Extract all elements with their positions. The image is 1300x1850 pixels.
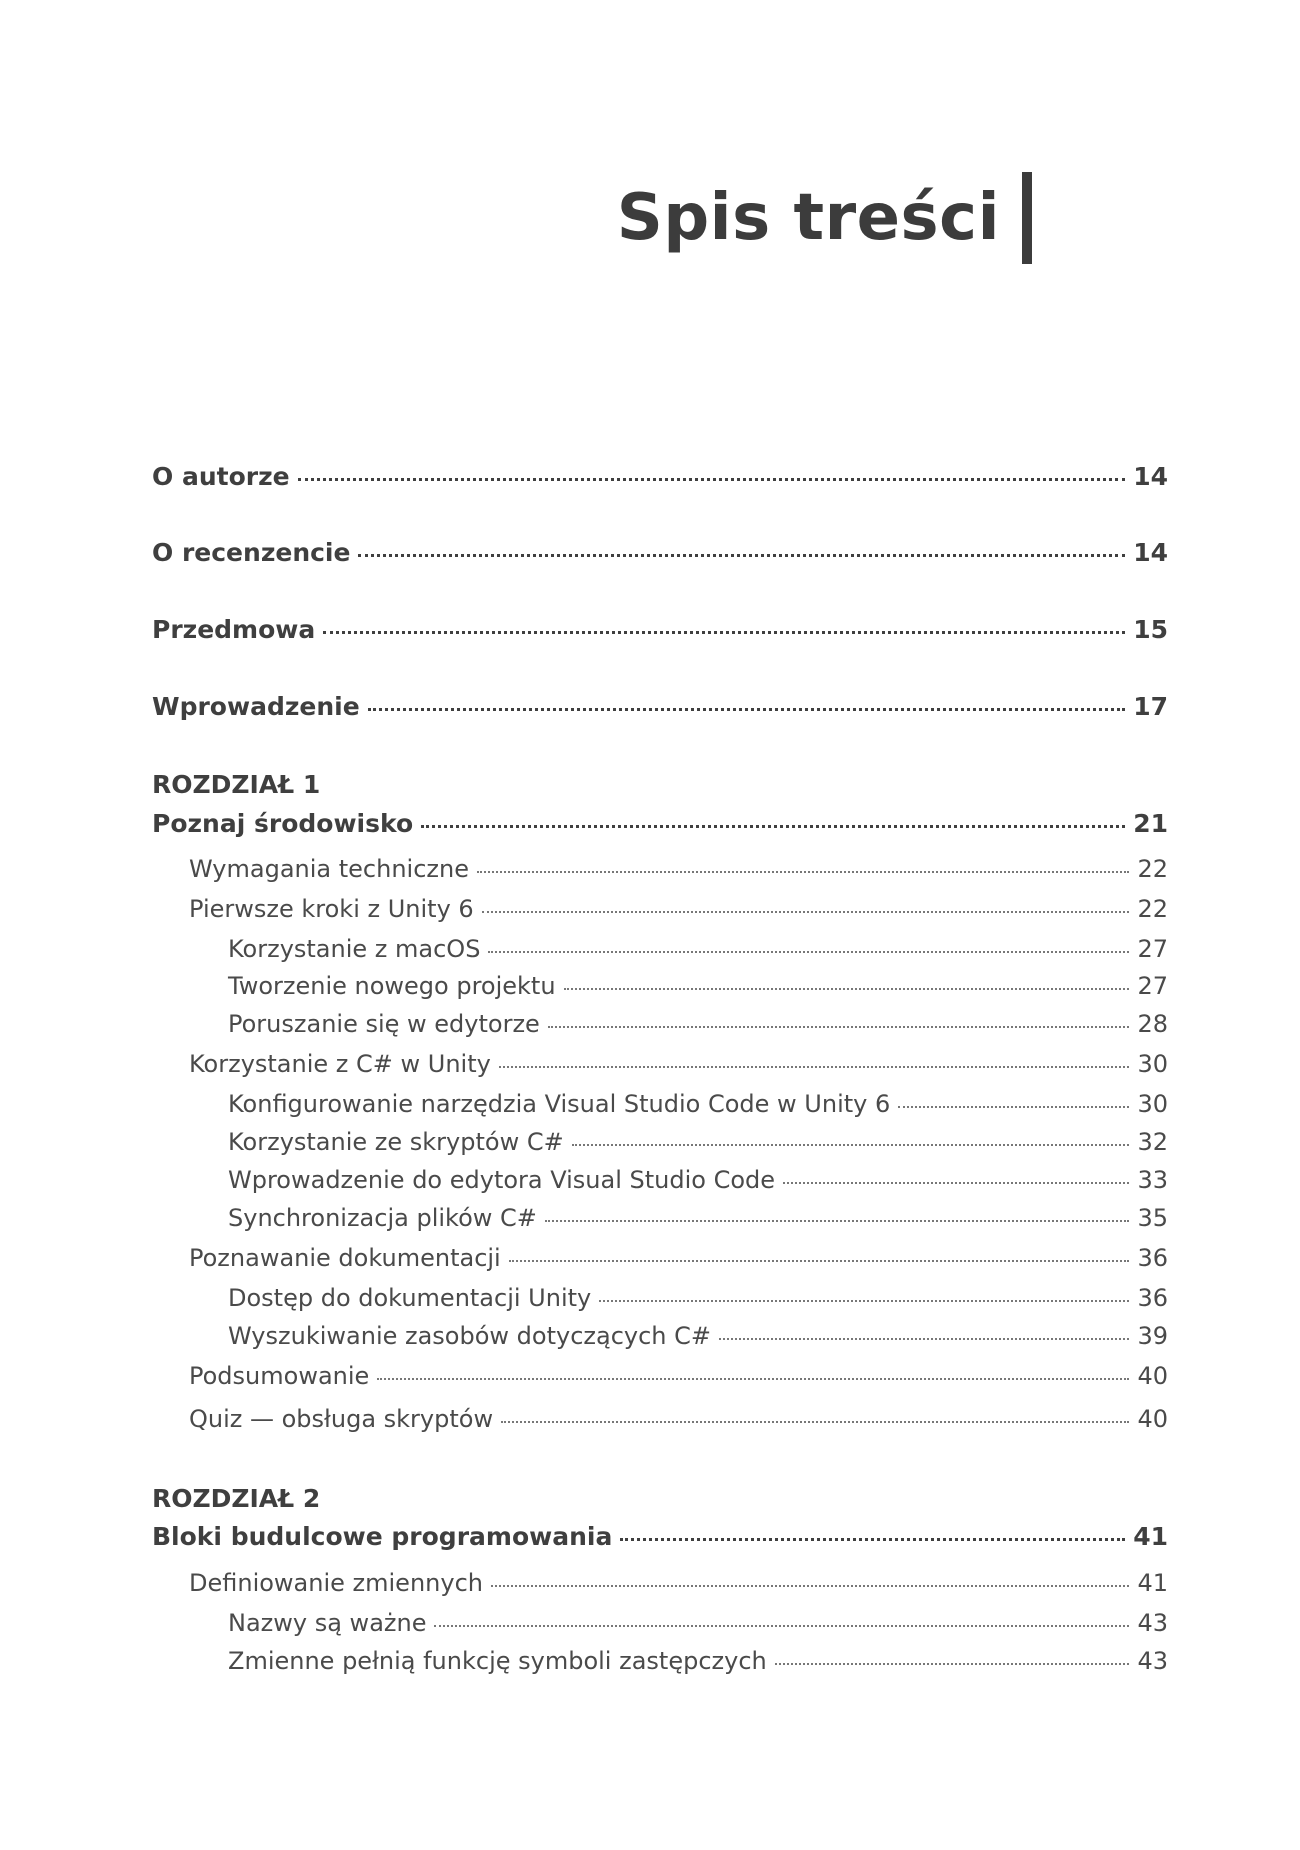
toc-entry[interactable] — [152, 1010, 1168, 1038]
toc-entry[interactable] — [152, 1244, 1168, 1272]
toc-entry[interactable] — [152, 1050, 1168, 1078]
toc-entry[interactable] — [152, 1609, 1168, 1637]
toc-page-number: 30 — [1137, 1090, 1168, 1118]
toc-entry-title: Wyszukiwanie zasobów dotyczących C# — [228, 1322, 711, 1350]
dot-leader — [482, 911, 1130, 913]
toc-page-number: 43 — [1137, 1647, 1168, 1675]
dot-leader — [719, 1338, 1129, 1340]
dot-leader — [421, 825, 1125, 828]
dot-leader — [499, 1066, 1130, 1068]
toc-entry-title: Dostęp do dokumentacji Unity — [228, 1284, 592, 1312]
toc-page-number: 14 — [1133, 538, 1168, 567]
toc-entry-title: O recenzencie — [152, 538, 351, 567]
toc-entry[interactable] — [152, 1569, 1168, 1597]
toc-entry-title: Zmienne pełnią funkcję symboli zastępczych — [228, 1647, 767, 1675]
toc-page-number: 27 — [1137, 935, 1168, 963]
toc-entry-o-autorze[interactable] — [152, 462, 1168, 491]
dot-leader — [323, 631, 1125, 634]
toc-page-number: 32 — [1137, 1128, 1168, 1156]
toc-entry-title: Pierwsze kroki z Unity 6 — [189, 895, 474, 923]
toc-entry-title: Wymagania techniczne — [189, 855, 469, 883]
dot-leader — [545, 1220, 1130, 1222]
toc-entry-title: Korzystanie z C# w Unity — [189, 1050, 491, 1078]
toc-entry-title: Nazwy są ważne — [228, 1609, 427, 1637]
toc-entry[interactable] — [152, 855, 1168, 883]
dot-leader — [783, 1182, 1129, 1184]
toc-entry-title: Quiz — obsługa skryptów — [189, 1405, 494, 1433]
toc-entry-title: Korzystanie z macOS — [228, 935, 481, 963]
toc-page-number: 17 — [1133, 692, 1168, 721]
toc-entry[interactable] — [152, 1405, 1168, 1433]
toc-entry[interactable] — [152, 1322, 1168, 1350]
toc-entry-title: Tworzenie nowego projektu — [228, 972, 556, 1000]
toc-page-number: 22 — [1137, 855, 1168, 883]
dot-leader — [491, 1585, 1129, 1587]
toc-page-number: 36 — [1137, 1284, 1168, 1312]
toc-page-number: 21 — [1133, 809, 1168, 838]
dot-leader — [358, 554, 1125, 557]
title-accent-bar — [1022, 172, 1032, 264]
toc-page-number: 15 — [1133, 615, 1168, 644]
dot-leader — [548, 1026, 1130, 1028]
toc-entry-title: Podsumowanie — [189, 1362, 370, 1390]
toc-page-number: 14 — [1133, 462, 1168, 491]
toc-entry[interactable] — [152, 1090, 1168, 1118]
dot-leader — [377, 1378, 1129, 1380]
toc-page-number: 40 — [1137, 1362, 1168, 1390]
dot-leader — [572, 1144, 1130, 1146]
toc-page-number: 43 — [1137, 1609, 1168, 1637]
chapter-label: ROZDZIAŁ 2 — [152, 1484, 321, 1513]
toc-entry[interactable] — [152, 1284, 1168, 1312]
toc-entry[interactable] — [152, 1128, 1168, 1156]
toc-entry-title: Poznaj środowisko — [152, 809, 414, 838]
toc-chapter-title[interactable] — [152, 1522, 1168, 1551]
toc-entry[interactable] — [152, 972, 1168, 1000]
toc-entry-title: Bloki budulcowe programowania — [152, 1522, 613, 1551]
page-title: Spis treści — [616, 181, 1000, 255]
toc-entry[interactable] — [152, 1166, 1168, 1194]
toc-entry[interactable] — [152, 1362, 1168, 1390]
toc-page-number: 40 — [1137, 1405, 1168, 1433]
toc-page-number: 41 — [1137, 1569, 1168, 1597]
toc-page-number: 27 — [1137, 972, 1168, 1000]
dot-leader — [898, 1106, 1129, 1108]
toc-chapter-title[interactable] — [152, 809, 1168, 838]
chapter-label: ROZDZIAŁ 1 — [152, 770, 321, 799]
toc-page-number: 28 — [1137, 1010, 1168, 1038]
toc-page-number: 36 — [1137, 1244, 1168, 1272]
dot-leader — [564, 988, 1130, 990]
toc-entry-title: Synchronizacja plików C# — [228, 1204, 537, 1232]
toc-entry-przedmowa[interactable] — [152, 615, 1168, 644]
dot-leader — [775, 1663, 1130, 1665]
toc-entry-title: Definiowanie zmiennych — [189, 1569, 483, 1597]
dot-leader — [298, 478, 1126, 481]
toc-entry-title: Poznawanie dokumentacji — [189, 1244, 501, 1272]
toc-entry-title: Konfigurowanie narzędzia Visual Studio Code w Unity 6 — [228, 1090, 891, 1118]
toc-page-number: 35 — [1137, 1204, 1168, 1232]
toc-entry-title: Korzystanie ze skryptów C# — [228, 1128, 564, 1156]
toc-page-number: 39 — [1137, 1322, 1168, 1350]
toc-page-number: 22 — [1137, 895, 1168, 923]
toc-entry[interactable] — [152, 1204, 1168, 1232]
toc-entry-title: O autorze — [152, 462, 290, 491]
toc-entry[interactable] — [152, 935, 1168, 963]
toc-entry-o-recenzencie[interactable] — [152, 538, 1168, 567]
toc-entry-title: Wprowadzenie do edytora Visual Studio Code — [228, 1166, 776, 1194]
dot-leader — [599, 1300, 1129, 1302]
dot-leader — [509, 1260, 1130, 1262]
toc-entry-title: Przedmowa — [152, 615, 316, 644]
toc-entry[interactable] — [152, 895, 1168, 923]
toc-entry-title: Poruszanie się w edytorze — [228, 1010, 540, 1038]
toc-page-number: 30 — [1137, 1050, 1168, 1078]
toc-entry-wprowadzenie[interactable] — [152, 692, 1168, 721]
dot-leader — [368, 708, 1126, 711]
toc-entry[interactable] — [152, 1647, 1168, 1675]
title-block — [617, 172, 1032, 264]
toc-page-number: 41 — [1133, 1522, 1168, 1551]
dot-leader — [488, 951, 1129, 953]
toc-entry-title: Wprowadzenie — [152, 692, 360, 721]
dot-leader — [477, 871, 1129, 873]
dot-leader — [620, 1538, 1125, 1541]
dot-leader — [501, 1421, 1129, 1423]
toc-page-number: 33 — [1137, 1166, 1168, 1194]
dot-leader — [434, 1625, 1129, 1627]
